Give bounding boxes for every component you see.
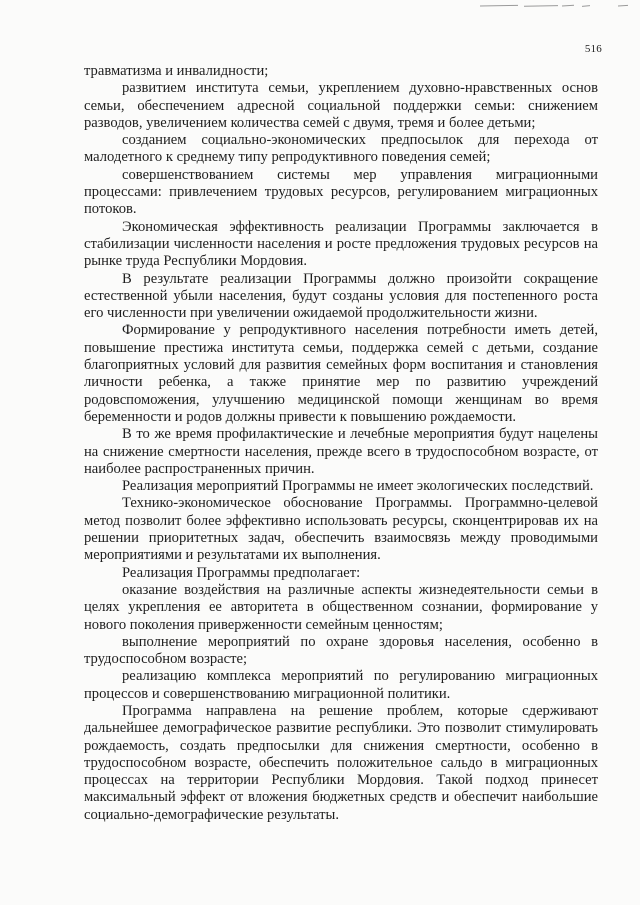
paragraph: оказание воздействия на различные аспекты жизнедеятельности семьи в целях укрепления ее авторитета в общественном сознании, формирование у нового поколения приверженности семейным ценностям; — [84, 581, 598, 633]
paragraph: совершенствованием системы мер управления миграционными процессами: привлечением трудовых ресурсов, регулированием миграционных потоков. — [84, 166, 598, 218]
paragraph: В результате реализации Программы должно произойти сокращение естественной убыли населения, будут созданы условия для постепенного роста его численности при увеличении ожидаемой продолжительности жизни. — [84, 270, 598, 322]
paragraph: Формирование у репродуктивного населения потребности иметь детей, повышение престижа института семьи, поддержка семей с детьми, создание благоприятных условий для развития семейных форм воспитания и становления личности ребенка, а также принятие мер по развитию учреждений родовспоможения, улучшению медицинской помощи женщинам во время беременности и родов должны привести к повышению рождаемости. — [84, 322, 598, 425]
paragraph: Программа направлена на решение проблем, которые сдерживают дальнейшее демографическое развитие республики. Это позволит стимулировать рождаемость, создать предпосылки для снижения смертности, особенно в трудоспособном возрасте, обеспечить положительное сальдо в миграционных процессах на территории Республики Мордовия. Такой подход принесет максимальный эффект от вложения бюджетных средств и обеспечит наибольшие социально-демографические результаты. — [84, 702, 598, 823]
paragraph: Реализация Программы предполагает: — [122, 564, 361, 581]
paragraph: В то же время профилактические и лечебные мероприятия будут нацелены на снижение смертности населения, прежде всего в трудоспособном возрасте, от наиболее распространенных причин. — [84, 426, 598, 477]
paragraph: Технико-экономическое обоснование Программы. Программно-целевой метод позволит более эффективно использовать ресурсы, сконцентрировав их на решении приоритетных задач, обеспечить взаимосвязь между проводимыми мероприятиями и результатами их выполнения. — [84, 495, 598, 564]
page-number: 516 — [584, 43, 602, 55]
paragraph: реализацию комплекса мероприятий по регулированию миграционных процессов и совершенствованию миграционной политики. — [84, 668, 598, 702]
scan-artifact-mark — [478, 3, 634, 9]
paragraph: созданием социально-экономических предпосылок для перехода от малодетного к среднему типу репродуктивного поведения семей; — [84, 132, 598, 166]
paragraph: Реализация мероприятий Программы не имеет экологических последствий. — [122, 478, 594, 495]
paragraph: Экономическая эффективность реализации Программы заключается в стабилизации численности населения и росте предложения трудовых ресурсов на рынке труда Республики Мордовия. — [84, 218, 598, 270]
paragraph: травматизма и инвалидности; — [84, 63, 269, 79]
paragraph: выполнение мероприятий по охране здоровья населения, особенно в трудоспособном возрасте; — [84, 633, 598, 668]
document-body — [84, 63, 598, 824]
paragraph: развитием института семьи, укреплением духовно-нравственных основ семьи, обеспечением адресной социальной поддержки семьи: снижением разводов, увеличением количества семей с двумя, тремя и более детьми; — [84, 80, 598, 131]
